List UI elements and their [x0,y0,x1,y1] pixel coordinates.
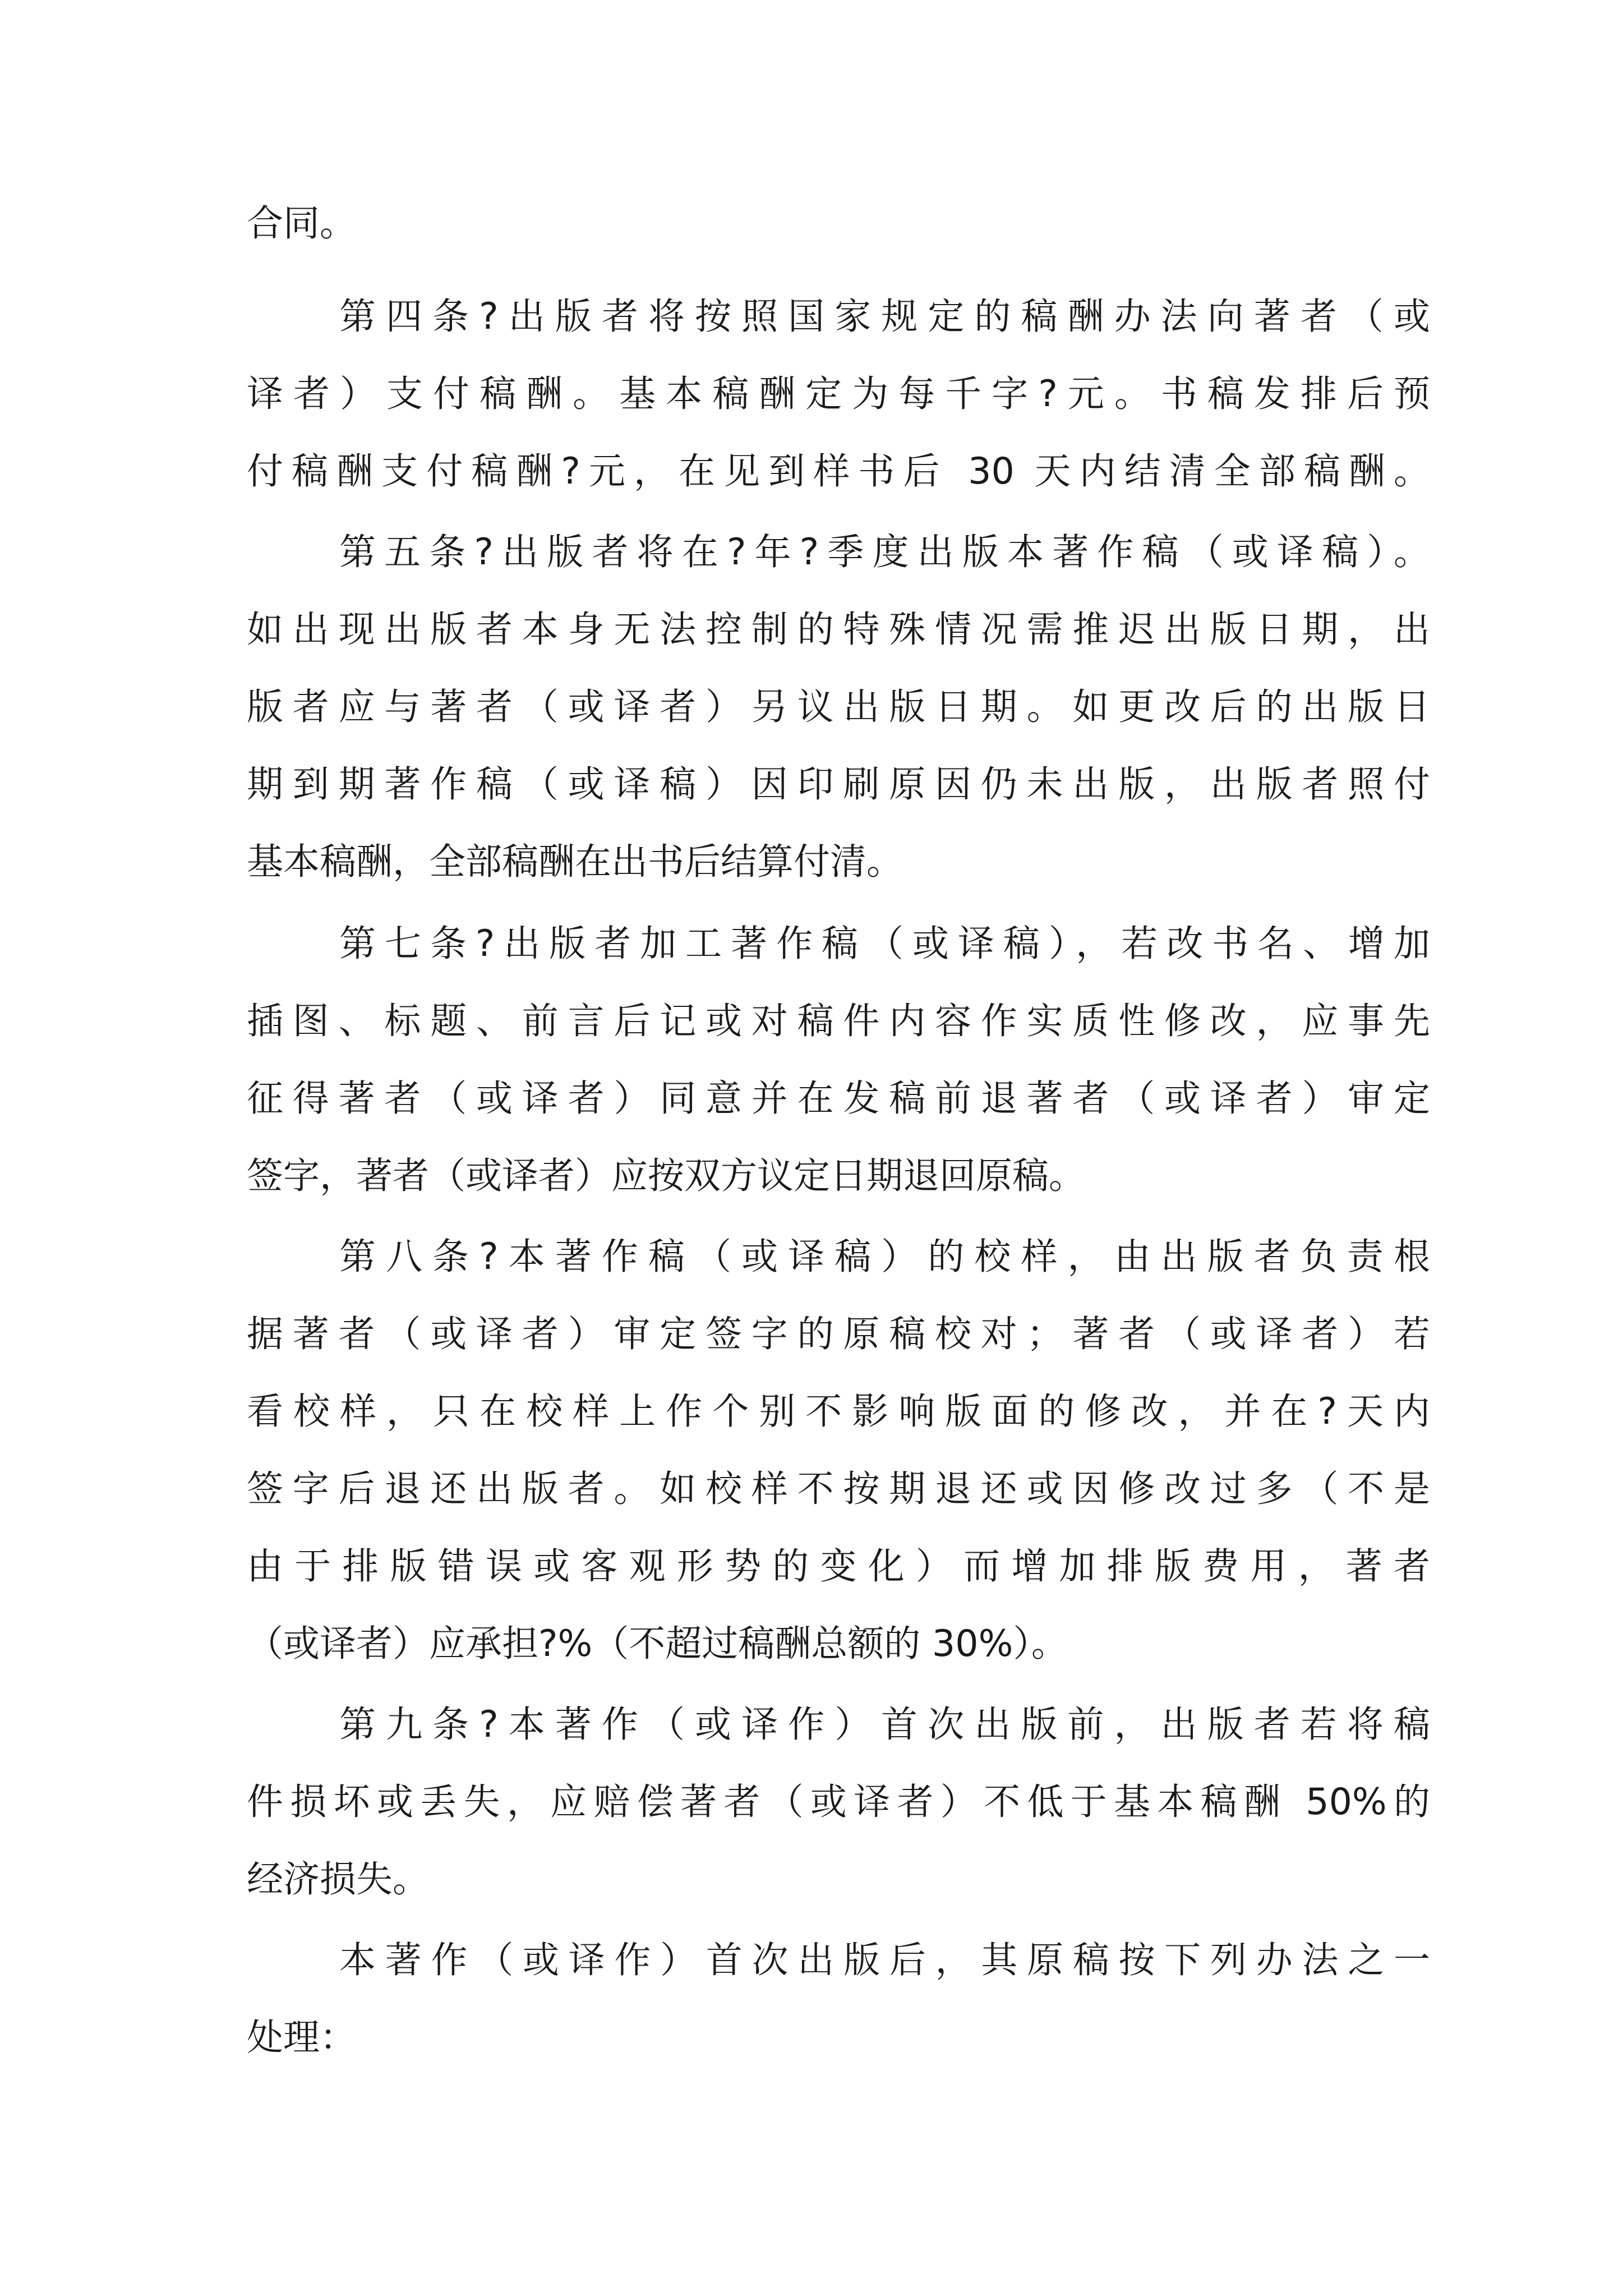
paragraph-article-5 [247,514,1430,901]
paragraph-article-4 [247,278,1430,510]
text-line: 件损坏或丢失，应赔偿著者（或译者）不低于基本稿酬 50%的 [247,1781,1430,1823]
paragraph-article-7 [247,905,1430,1215]
text-line: 看校样，只在校样上作个别不影响版面的修改，并在?天内 [247,1391,1430,1433]
paragraph-manuscript-handling [247,1922,1430,2077]
text-line: 据著者（或译者）审定签字的原稿校对；著者（或译者）若 [247,1313,1430,1355]
text-line: 由于排版错误或客观形势的变化）而增加排版费用，著者 [247,1545,1430,1588]
text-line: 译者）支付稿酬。基本稿酬定为每千字?元。书稿发排后预 [247,373,1430,415]
text-line: 版者应与著者（或译者）另议出版日期。如更改后的出版日 [247,686,1430,728]
text-line: 第五条?出版者将在?年?季度出版本著作稿（或译稿）。 [339,531,1430,573]
text-line: 第九条?本著作（或译作）首次出版前，出版者若将稿 [339,1704,1430,1746]
text-line: 第四条?出版者将按照国家规定的稿酬办法向著者（或 [339,296,1430,338]
text-line: 期到期著作稿（或译稿）因印刷原因仍未出版，出版者照付 [247,763,1430,806]
text-line: 签字后退还出版者。如校样不按期退还或因修改过多（不是 [247,1468,1430,1510]
text-line: 合同。 [247,203,357,245]
text-line: 第七条?出版者加工著作稿（或译稿），若改书名、增加 [339,923,1430,965]
text-line: 付稿酬支付稿酬?元，在见到样书后 30 天内结清全部稿酬。 [247,450,1430,493]
text-line: 本著作（或译作）首次出版后，其原稿按下列办法之一 [339,1939,1430,1981]
text-line: 征得著者（或译者）同意并在发稿前退著者（或译者）审定 [247,1078,1430,1120]
text-line: 第八条?本著作稿（或译稿）的校样，由出版者负责根 [339,1236,1430,1278]
text-line: 基本稿酬，全部稿酬在出书后结算付清。 [247,841,903,883]
text-line: （或译者）应承担?%（不超过稿酬总额的 30%）。 [247,1623,1068,1665]
text-line: 经济损失。 [247,1858,430,1901]
text-line: 如出现出版者本身无法控制的特殊情况需推迟出版日期，出 [247,609,1430,651]
paragraph-article-9 [247,1686,1430,1918]
paragraph-article-8 [247,1218,1430,1683]
text-line: 处理： [247,2017,357,2059]
text-line: 插图、标题、前言后记或对稿件内容作实质性修改，应事先 [247,1000,1430,1042]
text-line: 签字，著者（或译者）应按双方议定日期退回原稿。 [247,1155,1086,1197]
paragraph-contract-end [247,185,1430,263]
